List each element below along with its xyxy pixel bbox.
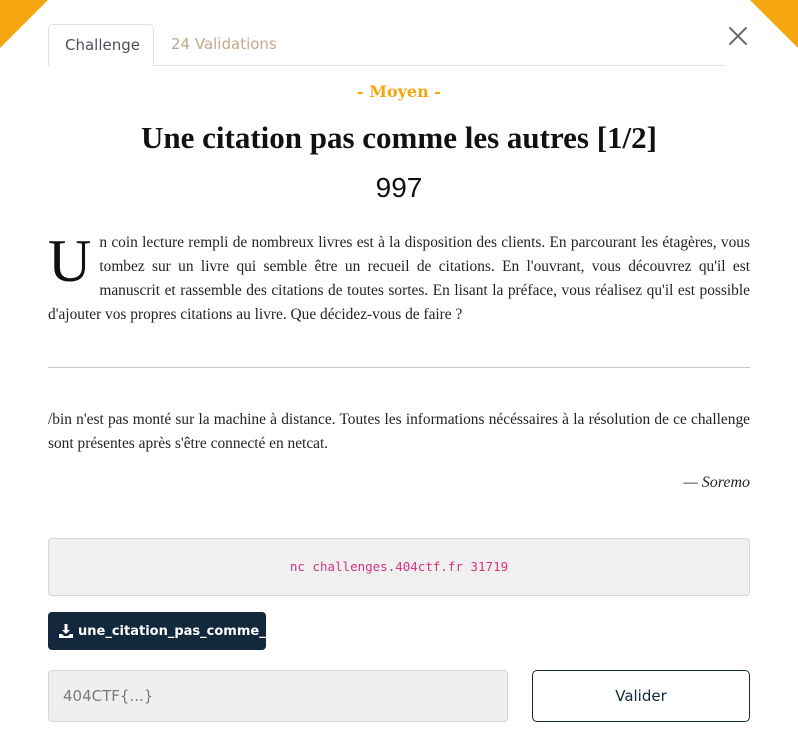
close-button[interactable] bbox=[726, 24, 750, 48]
download-icon bbox=[58, 623, 74, 639]
challenge-title: Une citation pas comme les autres [1/2] bbox=[140, 120, 657, 155]
challenge-author: — Soremo bbox=[683, 474, 750, 491]
divider bbox=[48, 367, 750, 368]
connection-command-text: nc challenges.404ctf.fr 31719 bbox=[289, 559, 509, 574]
close-icon bbox=[726, 24, 750, 48]
challenge-description bbox=[48, 228, 750, 327]
challenge-points: 997 bbox=[375, 172, 423, 203]
tab-bar bbox=[48, 24, 725, 66]
tab-challenge[interactable]: Challenge bbox=[48, 24, 154, 66]
challenge-note: /bin n'est pas monté sur la machine à distance. Toutes les informations nécéssaires à la résolution de ce challenge sont présentes après s'être connecté en netcat. bbox=[48, 411, 750, 452]
submit-button[interactable]: Valider bbox=[532, 670, 750, 722]
connection-command[interactable] bbox=[48, 538, 750, 596]
flag-input[interactable] bbox=[48, 670, 508, 722]
description-text: n coin lecture rempli de nombreux livres est à la disposition des clients. En parcourant les étagères, vous tombez sur un livre qui semble être un recueil de citations. En l'ouvrant, vous découvrez qu'il est manuscrit et rassemble des citations de toutes sortes. En lisant la préface, vous réalisez qu'il est possible d'ajouter vos propres citations au livre. Que décidez-vous de faire ? bbox=[48, 234, 750, 323]
download-file-button[interactable] bbox=[48, 612, 341, 650]
drop-cap: U bbox=[48, 228, 92, 294]
tab-validations[interactable]: 24 Validations bbox=[171, 35, 277, 53]
corner-decoration-left bbox=[0, 0, 48, 48]
download-file-label: une_citation_pas_comme_les_autres bbox=[78, 623, 341, 639]
corner-decoration-right bbox=[750, 0, 798, 48]
difficulty-label: - Moyen - bbox=[357, 82, 441, 101]
